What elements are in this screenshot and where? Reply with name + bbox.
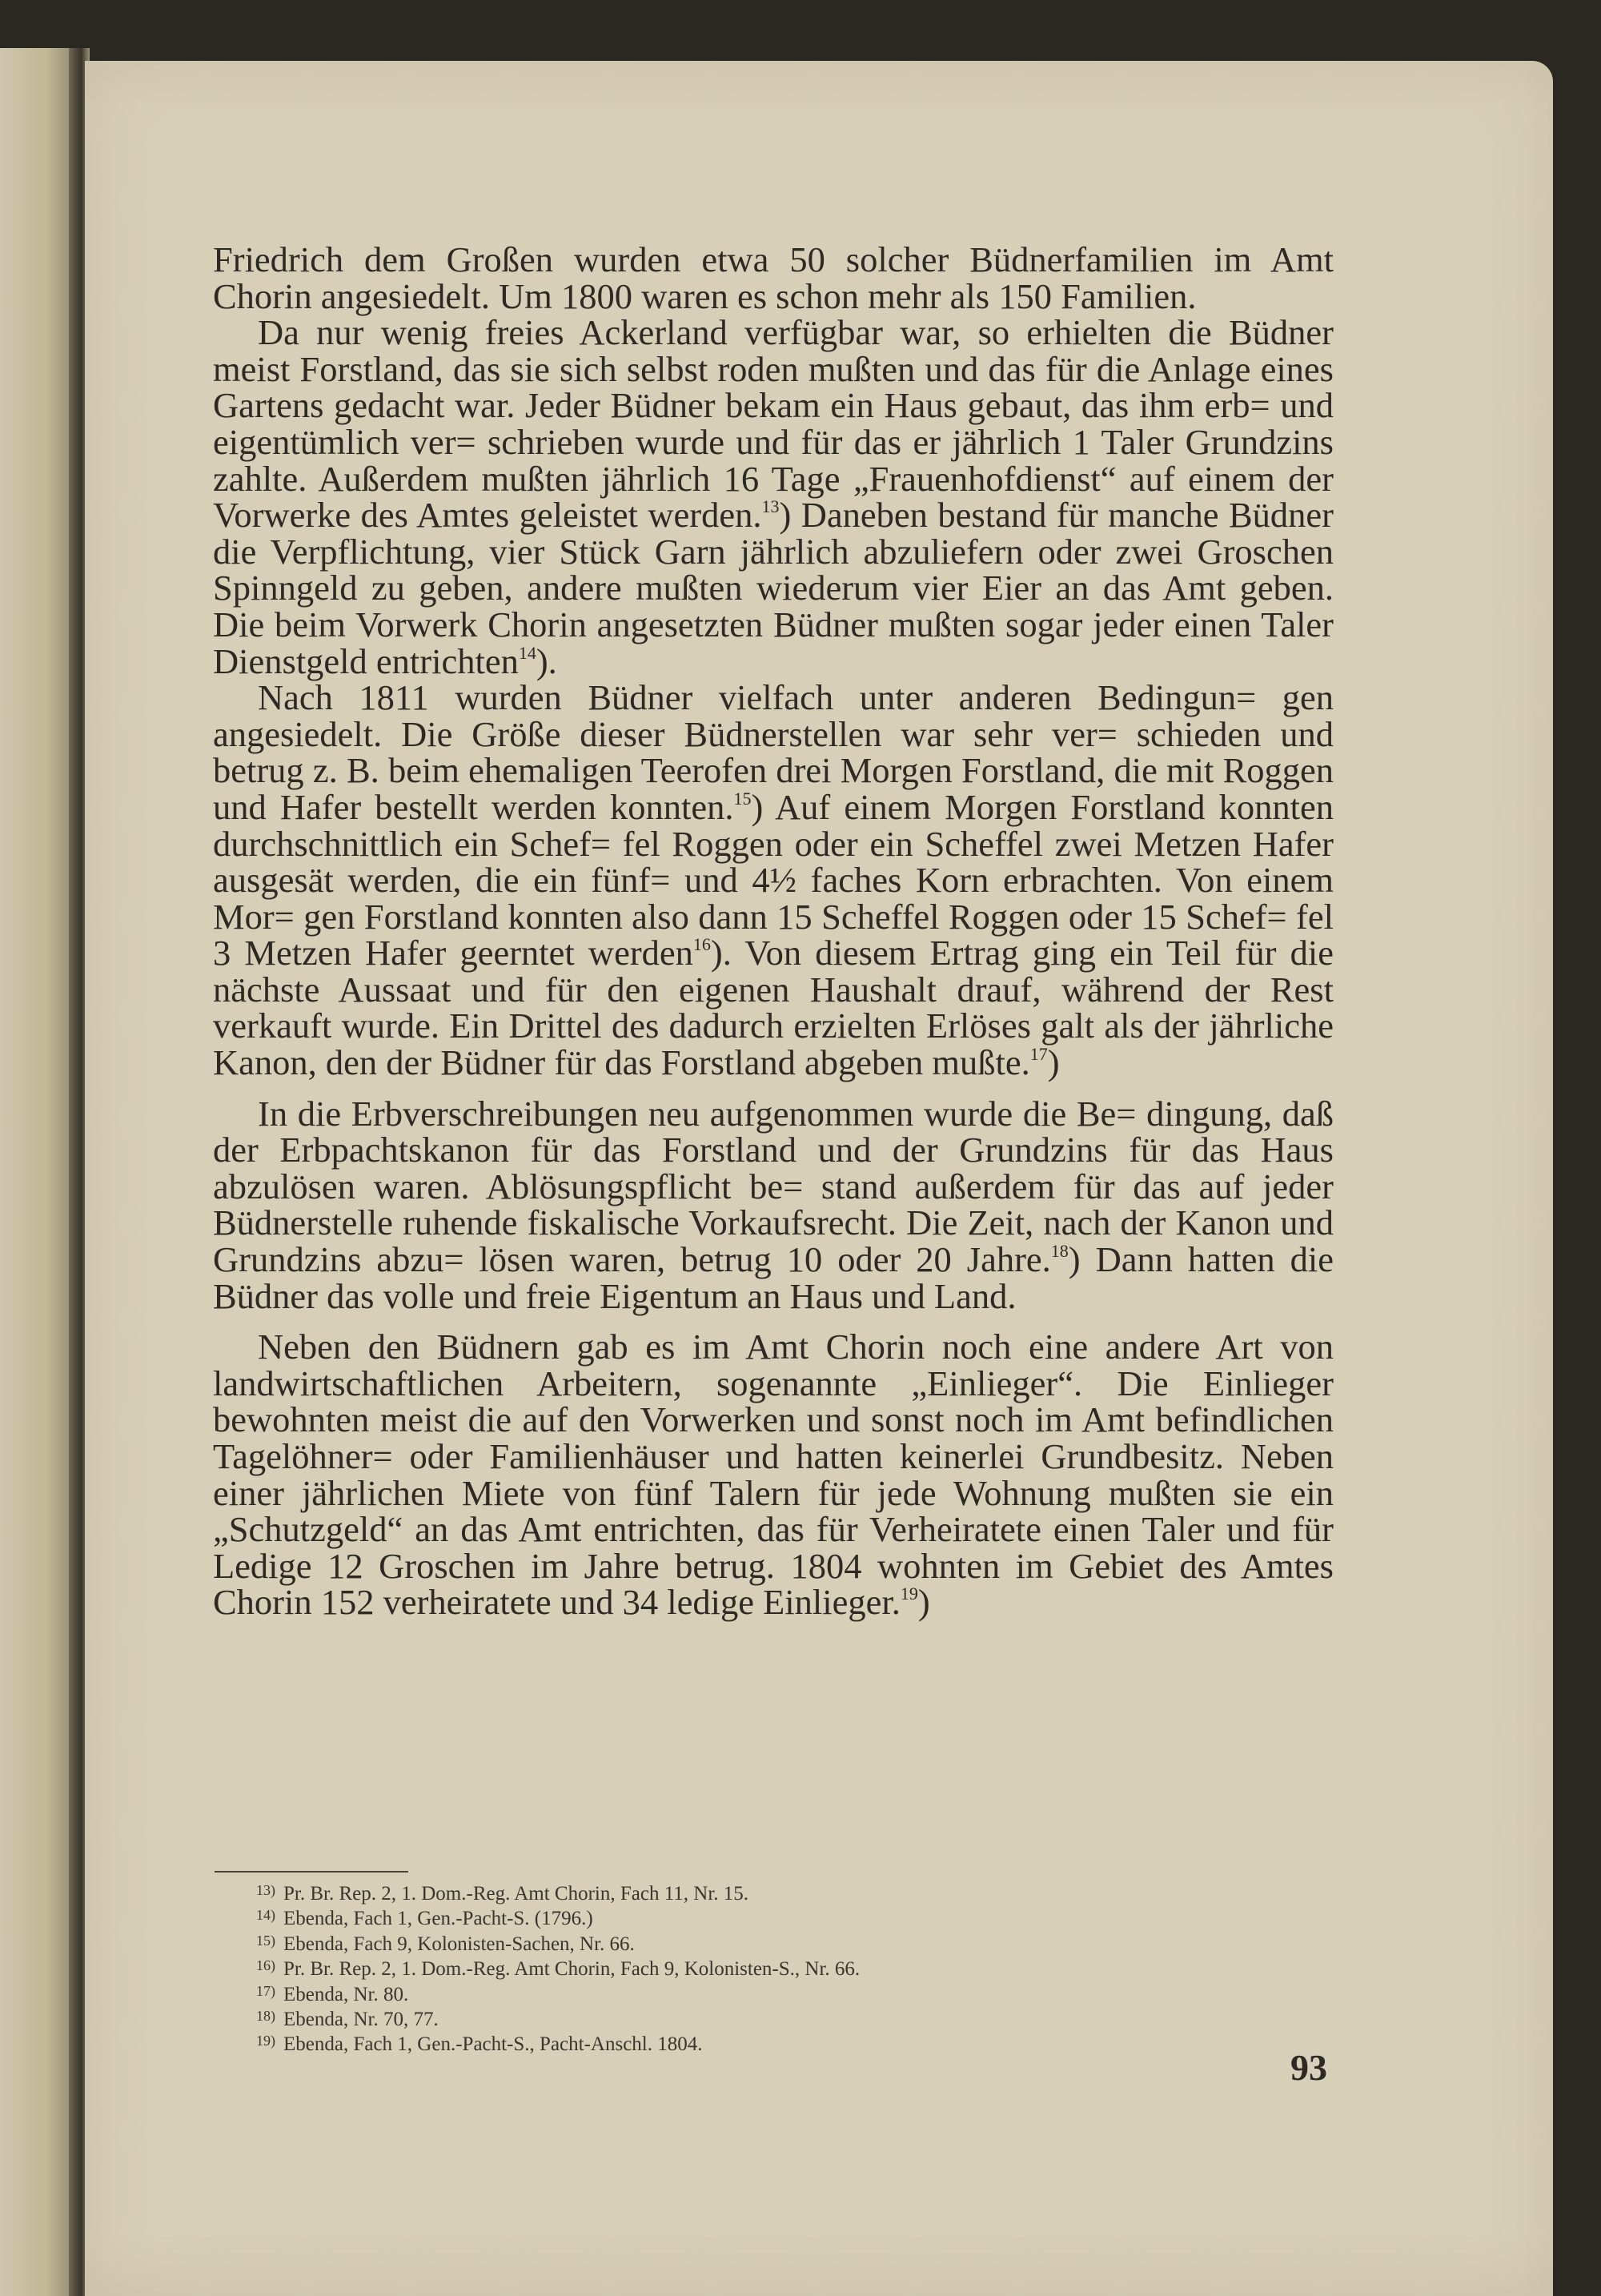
footnote-text: Ebenda, Nr. 70, 77. <box>283 2009 439 2031</box>
footnote-text: Pr. Br. Rep. 2, 1. Dom.-Reg. Amt Chorin, Fach 9, Kolonisten-S., Nr. 66. <box>283 1958 861 1981</box>
footnote <box>256 1981 1297 2005</box>
footnotes <box>256 1880 1297 2056</box>
footnote-text: Ebenda, Fach 1, Gen.-Pacht-S., Pacht-Anschl. 1804. <box>283 2033 703 2056</box>
footnote-ref-15: 15 <box>733 788 752 809</box>
footnote-ref-14: 14 <box>518 642 536 663</box>
page-number: 93 <box>1290 2047 1327 2088</box>
footnote-text: Pr. Br. Rep. 2, 1. Dom.-Reg. Amt Chorin, Fach 11, Nr. 15. <box>283 1883 749 1905</box>
footnote-ref-13: 13 <box>761 496 780 517</box>
footnote-number: 18) <box>256 2008 275 2025</box>
footnote-number: 17) <box>256 1982 275 1999</box>
footnote-separator <box>215 1871 408 1873</box>
footnote-text: Ebenda, Nr. 80. <box>283 1983 409 2005</box>
footnote <box>256 2030 1297 2055</box>
footnote <box>256 1905 1297 1929</box>
facing-page-edge <box>0 48 77 2296</box>
footnote-number: 19) <box>256 2033 275 2049</box>
paragraph-1: Friedrich dem Großen wurden etwa 50 solcher Büdnerfamilien im Amt Chorin angesiedelt. Um 1800 waren es schon mehr als 150 Familien. <box>213 239 1334 316</box>
footnote-text: Ebenda, Fach 9, Kolonisten-Sachen, Nr. 66. <box>283 1933 635 1955</box>
footnote-number: 16) <box>256 1957 275 1974</box>
footnote <box>256 2005 1297 2030</box>
footnote-number: 14) <box>256 1907 275 1924</box>
footnote-number: 15) <box>256 1932 275 1949</box>
footnote <box>256 1880 1297 1905</box>
footnote-ref-19: 19 <box>900 1584 918 1604</box>
footnote-ref-17: 17 <box>1029 1044 1048 1065</box>
footnote-ref-16: 16 <box>692 934 711 955</box>
footnote-text: Ebenda, Fach 1, Gen.-Pacht-S. (1796.) <box>283 1908 593 1930</box>
footnote <box>256 1955 1297 1980</box>
paragraph-4: In die Erbverschreibungen neu aufgenommen wurde die Be= dingung, daß der Erbpachtskanon für das Forstland und der Grundzins für das Haus abzulösen waren. Ablösungspflicht be= stand außerdem für das auf jeder Büdnerstelle ruhende fiskalische Vorkaufsrecht. Die Zeit, nach der Kanon und Grundzins abzu= lösen waren, betrug 10 oder 20 Jahre.$^{18}$) Dann hatten die Büdner das volle und freie Eigentum an Haus und Land. <box>213 1093 1334 1316</box>
paragraph-5: Neben den Büdnern gab es im Amt Chorin noch eine andere Art von landwirtschaftlichen Arbeitern, sogenannte „Einlieger“. Die Einlieger bewohnten meist die auf den Vorwerken und sonst noch im Amt befindlichen Tagelöhner= oder Familienhäuser und hatten keinerlei Grundbesitz. Neben einer jährlichen Miete von fünf Talern für jede Wohnung mußten sie ein „Schutzgeld“ an das Amt entrichten, das für Verheiratete einen Taler und für Ledige 12 Groschen im Jahre betrug. 1804 wohnten im Gebiet des Amtes Chorin 152 verheiratete und 34 ledige Einlieger.$^{19}$) <box>213 1327 1334 1623</box>
paragraph-3: Nach 1811 wurden Büdner vielfach unter anderen Bedingun= gen angesiedelt. Die Größe dieser Büdnerstellen war sehr ver= schieden und betrug z. B. beim ehemaligen Teerofen drei Morgen Forstland, die mit Roggen und Hafer bestellt werden konnten.$^{15}$) Auf einem Morgen Forstland konnten durchschnittlich ein Schef= fel Roggen oder ein Scheffel zwei Metzen Hafer ausgesät werden, die ein fünf= und 4½ faches Korn erbrachten. Von einem Mor= gen Forstland konnten also dann 15 Scheffel Roggen oder 15 Schef= fel 3 Metzen Hafer geerntet werden$^{16}$). Von diesem Ertrag ging ein Teil für die nächste Aussaat und für den eigenen Haushalt drauf, während der Rest verkauft wurde. Ein Drittel des dadurch erzielten Erlöses galt als der jährliche Kanon, den der Büdner für das Forstland abgeben mußte.$^{17}$) <box>213 677 1334 1083</box>
body-text <box>213 239 1334 1623</box>
footnote-number: 13) <box>256 1882 275 1898</box>
footnote-ref-18: 18 <box>1050 1241 1069 1262</box>
paragraph-2: Da nur wenig freies Ackerland verfügbar war, so erhielten die Büdner meist Forstland, das sie sich selbst roden mußten und das für die Anlage eines Gartens gedacht war. Jeder Büdner bekam ein Haus gebaut, das ihm erb= und eigentümlich ver= schrieben wurde und für das er jährlich 1 Taler Grundzins zahlte. Außerdem mußten jährlich 16 Tage „Frauenhofdienst“ auf einem der Vorwerke des Amtes geleistet werden.$^{13}$) Daneben bestand für manche Büdner die Verpflichtung, vier Stück Garn jährlich abzuliefern oder zwei Groschen Spinngeld zu geben, andere mußten wiederum vier Eier an das Amt geben. Die beim Vorwerk Chorin angesetzten Büdner mußten sogar jeder einen Taler Dienstgeld entrichten$^{14}$). <box>213 312 1334 681</box>
footnote <box>256 1930 1297 1955</box>
